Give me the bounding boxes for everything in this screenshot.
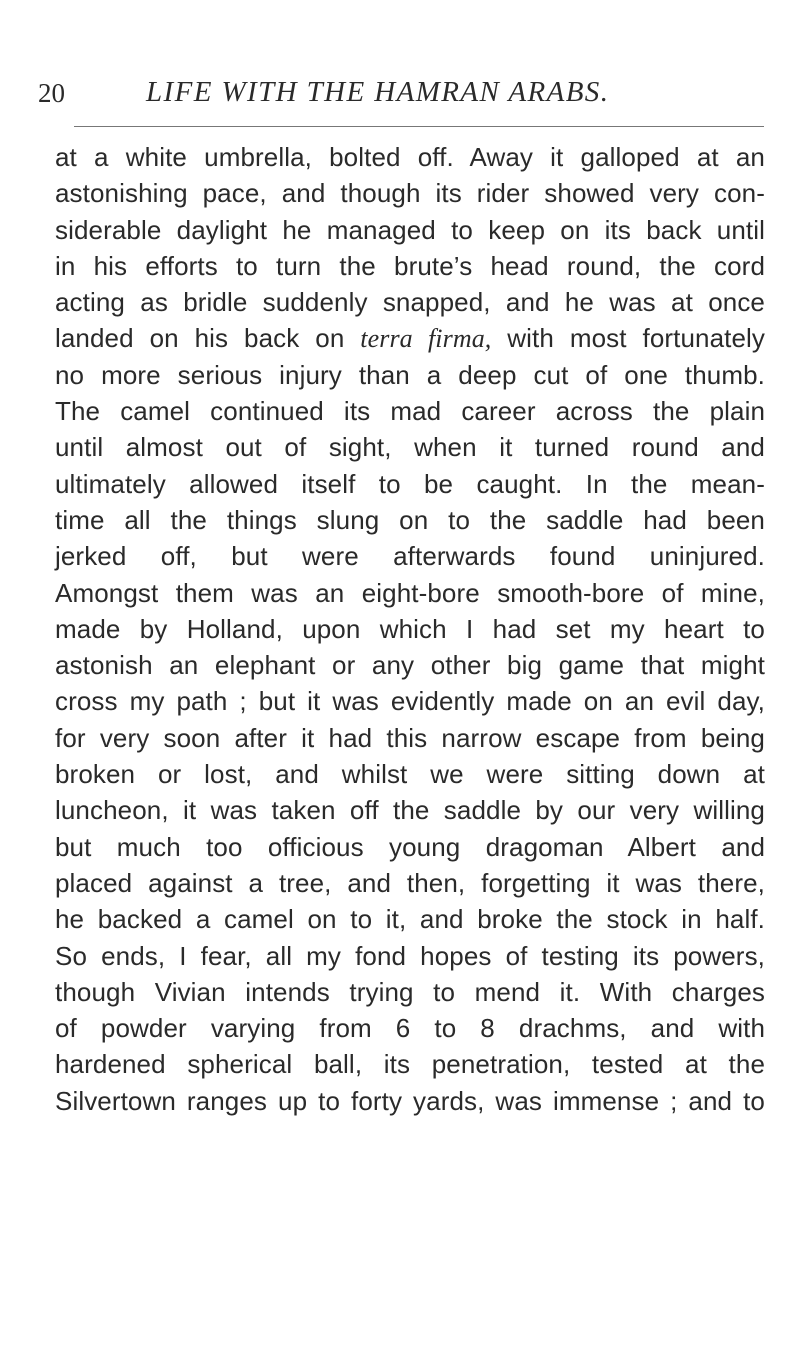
- running-title: LIFE WITH THE HAMRAN ARABS.: [146, 76, 610, 108]
- text-line: of powder varying from 6 to 8 drachms, and with: [55, 1013, 765, 1044]
- text-line: ultimately allowed itself to be caught. In the mean-: [55, 468, 765, 499]
- text-line: but much too officious young dragoman Albert and: [55, 831, 765, 862]
- text-line: cross my path ; but it was evidently made on an evil day,: [55, 686, 765, 717]
- text-line: jerked off, but were afterwards found uninjured.: [55, 541, 765, 572]
- text-line: broken or lost, and whilst we were sitting down at: [55, 759, 765, 790]
- text-line: Amongst them was an eight-bore smooth-bore of mine,: [55, 577, 765, 608]
- text-line: Silvertown ranges up to forty yards, was immense ; and to: [55, 1085, 765, 1116]
- text-line: astonish an elephant or any other big game that might: [55, 650, 765, 681]
- text-line: The camel continued its mad career across the plain: [55, 396, 765, 427]
- italic-phrase: terra firma,: [360, 324, 492, 354]
- text-line: no more serious injury than a deep cut of one thumb.: [55, 359, 765, 390]
- text-line: So ends, I fear, all my fond hopes of testing its powers,: [55, 940, 765, 971]
- text-segment: with most fortunately: [491, 323, 765, 354]
- text-line: time all the things slung on to the saddle had been: [55, 504, 765, 535]
- page-header: [38, 76, 768, 116]
- text-line: he backed a camel on to it, and broke the stock in half.: [55, 904, 765, 935]
- text-line: siderable daylight he managed to keep on its back until: [55, 214, 765, 245]
- text-line: for very soon after it had this narrow escape from being: [55, 722, 765, 753]
- text-line: acting as bridle suddenly snapped, and he was at once: [55, 287, 765, 318]
- text-line: placed against a tree, and then, forgetting it was there,: [55, 867, 765, 898]
- page-number: 20: [38, 78, 65, 108]
- text-line: until almost out of sight, when it turned round and: [55, 432, 765, 463]
- text-segment: landed on his back on: [55, 323, 361, 354]
- text-line: at a white umbrella, bolted off. Away it galloped at an: [55, 142, 765, 172]
- text-line: though Vivian intends trying to mend it. With charges: [55, 976, 765, 1007]
- body-paragraph: [55, 139, 765, 1119]
- text-line: astonishing pace, and though its rider showed very con-: [55, 178, 765, 209]
- text-line: hardened spherical ball, its penetration, tested at the: [55, 1049, 765, 1080]
- text-line: [55, 320, 765, 356]
- header-rule: [74, 126, 764, 127]
- text-line: luncheon, it was taken off the saddle by our very willing: [55, 795, 765, 826]
- text-line: made by Holland, upon which I had set my heart to: [55, 613, 765, 644]
- text-line: in his efforts to turn the brute’s head round, the cord: [55, 250, 765, 281]
